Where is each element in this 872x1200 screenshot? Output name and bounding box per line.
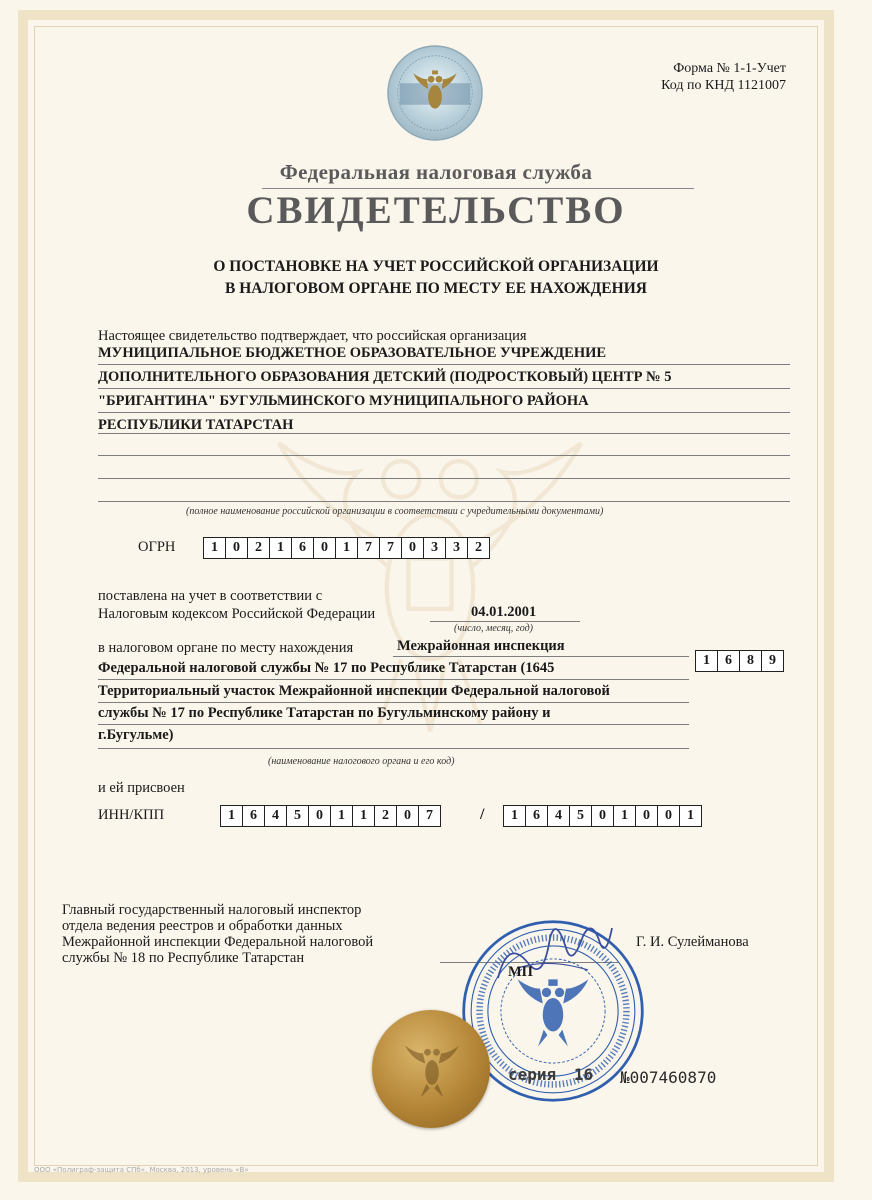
organization-name-line: "БРИГАНТИНА" БУГУЛЬМИНСКОГО МУНИЦИПАЛЬНОГО РАЙОНА (98, 393, 589, 409)
assigned-label: и ей присвоен (98, 780, 185, 796)
series-value: 16 (573, 1065, 594, 1084)
inn-digit: 6 (243, 806, 265, 826)
inn-digit: 1 (353, 806, 375, 826)
registration-line-2: Налоговым кодексом Российской Федерации (98, 606, 376, 622)
inn-digit: 1 (331, 806, 353, 826)
kpp-digit: 0 (592, 806, 614, 826)
underline (98, 679, 689, 680)
form-info (661, 60, 786, 94)
underline (430, 621, 580, 622)
registration-line-1: поставлена на учет в соответствии с (98, 588, 323, 604)
inn-digit: 5 (287, 806, 309, 826)
ogrn-digit: 2 (248, 538, 270, 558)
ogrn-digit: 1 (336, 538, 358, 558)
kpp-digit: 0 (658, 806, 680, 826)
ogrn-digit: 7 (358, 538, 380, 558)
underline (98, 412, 790, 413)
underline (98, 724, 689, 725)
organization-name-line: МУНИЦИПАЛЬНОЕ БЮДЖЕТНОЕ ОБРАЗОВАТЕЛЬНОЕ УЧРЕЖДЕНИЕ (98, 345, 607, 361)
kpp-digit: 0 (636, 806, 658, 826)
tax-organ-caption: (наименование налогового органа и его код) (268, 756, 455, 767)
series-label (508, 1065, 593, 1084)
inn-digit: 1 (221, 806, 243, 826)
inn-digit: 4 (265, 806, 287, 826)
signatory-name: Г. И. Сулейманова (636, 934, 749, 950)
inn-digit: 2 (375, 806, 397, 826)
document-title: СВИДЕТЕЛЬСТВО (246, 189, 626, 232)
underline (393, 656, 689, 657)
tax-organ-code-digit: 1 (696, 651, 718, 671)
stamp-place-mark: МП (508, 964, 533, 980)
series-label-text: серия (508, 1065, 557, 1084)
kpp-digit: 5 (570, 806, 592, 826)
underline (98, 478, 790, 479)
signatory-title-line: службы № 18 по Республике Татарстан (62, 950, 305, 966)
tax-organ-code-digit: 8 (740, 651, 762, 671)
subtitle-line-1: О ПОСТАНОВКЕ НА УЧЕТ РОССИЙСКОЙ ОРГАНИЗАЦИИ (213, 258, 659, 275)
signatory-title-line: Главный государственный налоговый инспектор (62, 902, 362, 918)
ogrn-digit: 0 (314, 538, 336, 558)
underline (98, 433, 790, 434)
kpp-digit: 1 (614, 806, 636, 826)
underline (98, 455, 790, 456)
inn-digit: 0 (309, 806, 331, 826)
inn-digit: 7 (426, 808, 433, 823)
signatory-title (62, 902, 373, 966)
subtitle-line-2: В НАЛОГОВОМ ОРГАНЕ ПО МЕСТУ ЕЕ НАХОЖДЕНИЯ (225, 280, 647, 297)
tax-organ-intro: в налоговом органе по месту нахождения (98, 640, 354, 656)
organization-name-line: РЕСПУБЛИКИ ТАТАРСТАН (98, 417, 294, 433)
tax-organ-line: Федеральной налоговой службы № 17 по Республике Татарстан (1645 (98, 660, 555, 676)
hologram-emblem-icon (386, 44, 484, 142)
ogrn-digit: 0 (402, 538, 424, 558)
ogrn-cells (203, 537, 490, 559)
organization-name-line: ДОПОЛНИТЕЛЬНОГО ОБРАЗОВАНИЯ ДЕТСКИЙ (ПОДРОСТКОВЫЙ) ЦЕНТР № 5 (98, 369, 672, 385)
agency-name: Федеральная налоговая служба (279, 160, 593, 184)
printer-footer: ООО «Полиграф-защита СПб», Москва, 2013, уровень «В» (34, 1166, 249, 1174)
kpp-digit: 6 (526, 806, 548, 826)
underline (98, 388, 790, 389)
underline (98, 501, 790, 502)
tax-organ-line: Территориальный участок Межрайонной инспекции Федеральной налоговой (98, 683, 610, 699)
kpp-digit: 1 (687, 808, 694, 823)
ogrn-digit: 3 (446, 538, 468, 558)
signatory-title-line: отдела ведения реестров и обработки данных (62, 918, 343, 934)
kpp-digit: 4 (548, 806, 570, 826)
tax-organ-line: Межрайонная инспекция (397, 638, 565, 654)
inn-kpp-separator: / (480, 806, 485, 823)
signature-scribble (488, 908, 618, 998)
tax-organ-code-digit: 6 (718, 651, 740, 671)
ogrn-digit: 0 (226, 538, 248, 558)
tax-organ-code-cells (695, 650, 784, 672)
ogrn-digit: 1 (204, 538, 226, 558)
form-number: Форма № 1-1-Учет (673, 61, 786, 76)
kpp-digit: 1 (504, 806, 526, 826)
date-caption: (число, месяц, год) (454, 623, 533, 634)
ogrn-digit: 6 (292, 538, 314, 558)
inn-kpp-label: ИНН/КПП (98, 807, 165, 823)
organization-intro: Настоящее свидетельство подтверждает, что российская организация (98, 328, 527, 344)
inn-digit: 0 (397, 806, 419, 826)
gold-seal-eagle-icon (398, 1032, 466, 1104)
registration-date: 04.01.2001 (471, 604, 537, 620)
kpp-cells (503, 805, 702, 827)
tax-organ-code-digit: 9 (769, 653, 776, 668)
ogrn-digit: 7 (380, 538, 402, 558)
tax-organ-line: службы № 17 по Республике Татарстан по Бугульминскому району и (98, 705, 551, 721)
underline (98, 364, 790, 365)
knd-code: Код по КНД 1121007 (661, 78, 786, 93)
ogrn-digit: 3 (424, 538, 446, 558)
organization-name-caption: (полное наименование российской организации в соответствии с учредительными документами) (186, 506, 604, 517)
ogrn-digit: 2 (475, 540, 482, 555)
document-subtitle (0, 256, 872, 300)
underline (98, 702, 689, 703)
ogrn-digit: 1 (270, 538, 292, 558)
underline (98, 748, 689, 749)
inn-cells (220, 805, 441, 827)
tax-organ-line: г.Бугульме) (98, 727, 174, 743)
signatory-title-line: Межрайонной инспекции Федеральной налоговой (62, 934, 374, 950)
ogrn-label: ОГРН (138, 539, 176, 555)
certificate-number: №007460870 (620, 1068, 717, 1087)
